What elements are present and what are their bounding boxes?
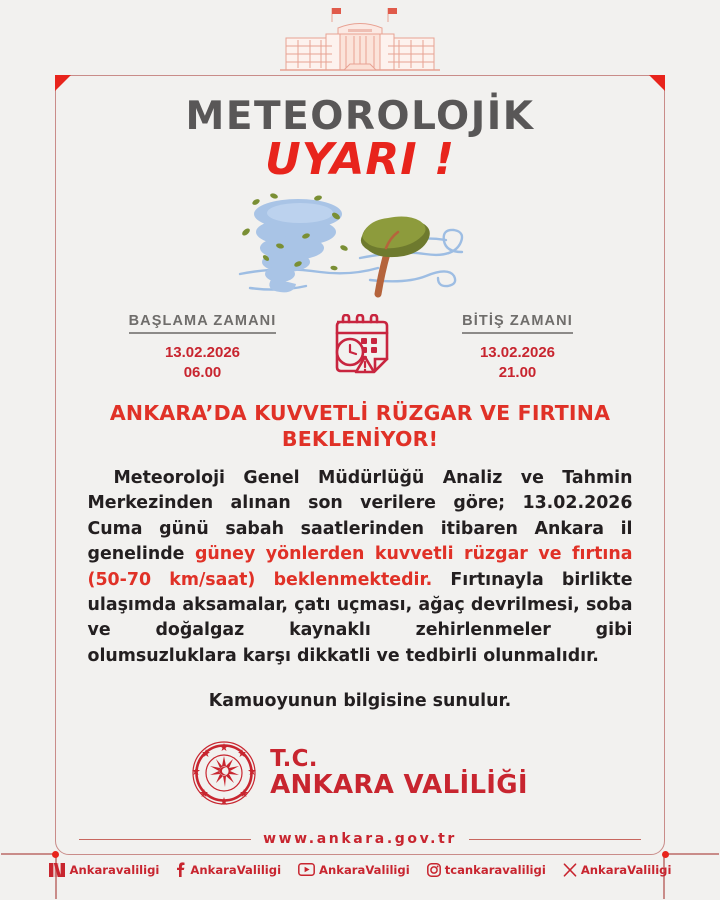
warning-headline: ANKARA’DA KUVVETLİ RÜZGAR VE FIRTINA BEKLENİYOR! — [109, 400, 611, 451]
institution-name — [270, 747, 528, 799]
end-time-block — [415, 312, 620, 384]
social-handle: AnkaraValiligi — [190, 862, 282, 877]
rule-right — [469, 839, 641, 840]
social-handle: tcankaravaliligi — [444, 862, 546, 877]
closing-statement: Kamuoyunun bilgisine sunulur. — [208, 691, 512, 712]
government-building-illustration — [0, 0, 720, 72]
instagram-icon — [427, 863, 441, 877]
x-twitter-icon — [563, 863, 577, 877]
body-part-1: Meteoroloji Genel Müdürlüğü Analiz ve Tahmin Merkezinden alınan son verilere göre; 13.02.2026 Cuma günü sabah saatlerinden itibaren Ankara il genelinde — [87, 467, 633, 565]
building-icon — [260, 4, 460, 72]
end-date: 13.02.2026 — [479, 344, 556, 361]
social-links-row — [55, 862, 672, 877]
social-link-facebook[interactable] — [176, 862, 281, 877]
social-handle: Ankaravaliligi — [69, 862, 160, 877]
calendar-icon-block — [305, 312, 415, 374]
end-hour: 21.00 — [498, 364, 537, 382]
body-part-2: Fırtınayla birlikte ulaşımda aksamalar, çatı uçması, ağaç devrilmesi, soba ve doğalgaz kaynaklı zehirlenmeler gibi olumsuzluklara karşı dikkatli ve tedbirli olunmalıdır. — [87, 569, 633, 666]
page-subtitle: UYARI ! — [264, 134, 456, 185]
logo-line-2: ANKARA VALİLİĞİ — [270, 769, 528, 800]
logo-line-1: T.C. — [270, 746, 318, 773]
start-time-label: BAŞLAMA ZAMANI — [129, 313, 277, 334]
social-handle: AnkaraValiligi — [580, 862, 672, 877]
social-link-youtube[interactable] — [298, 863, 410, 877]
end-time-value — [415, 343, 620, 384]
warning-body — [88, 466, 633, 669]
end-time-label: BİTİŞ ZAMANI — [462, 313, 573, 334]
facebook-icon — [176, 862, 186, 877]
social-link-instagram[interactable] — [427, 863, 546, 877]
nsosyal-icon — [49, 863, 66, 877]
youtube-icon — [298, 863, 315, 876]
warning-time-row — [55, 312, 665, 384]
social-link-nsosyal[interactable] — [49, 863, 160, 877]
social-handle: AnkaraValiligi — [319, 862, 410, 877]
page-title: METEOROLOJİK — [185, 94, 535, 139]
social-link-x-twitter[interactable] — [563, 863, 672, 877]
body-highlight: güney yönlerden kuvvetli rüzgar ve fırtına (50-70 km/saat) beklenmektedir. — [87, 544, 633, 590]
website-row — [55, 831, 665, 847]
ankara-governorship-seal-icon — [192, 741, 256, 805]
start-time-block — [100, 312, 305, 384]
start-date: 13.02.2026 — [164, 344, 241, 361]
start-time-value — [100, 343, 305, 384]
frame-crosshair-bottom-left-h — [1, 853, 56, 855]
start-hour: 06.00 — [183, 364, 222, 382]
calendar-clock-warning-icon — [328, 314, 392, 374]
frame-crosshair-bottom-right-h — [664, 853, 719, 855]
poster-content — [55, 75, 672, 877]
tornado-wind-tree-icon — [210, 188, 510, 300]
rule-left — [79, 839, 251, 840]
website-url[interactable]: www.ankara.gov.tr — [263, 831, 457, 848]
storm-illustration — [55, 188, 665, 300]
institution-logo — [55, 741, 665, 805]
